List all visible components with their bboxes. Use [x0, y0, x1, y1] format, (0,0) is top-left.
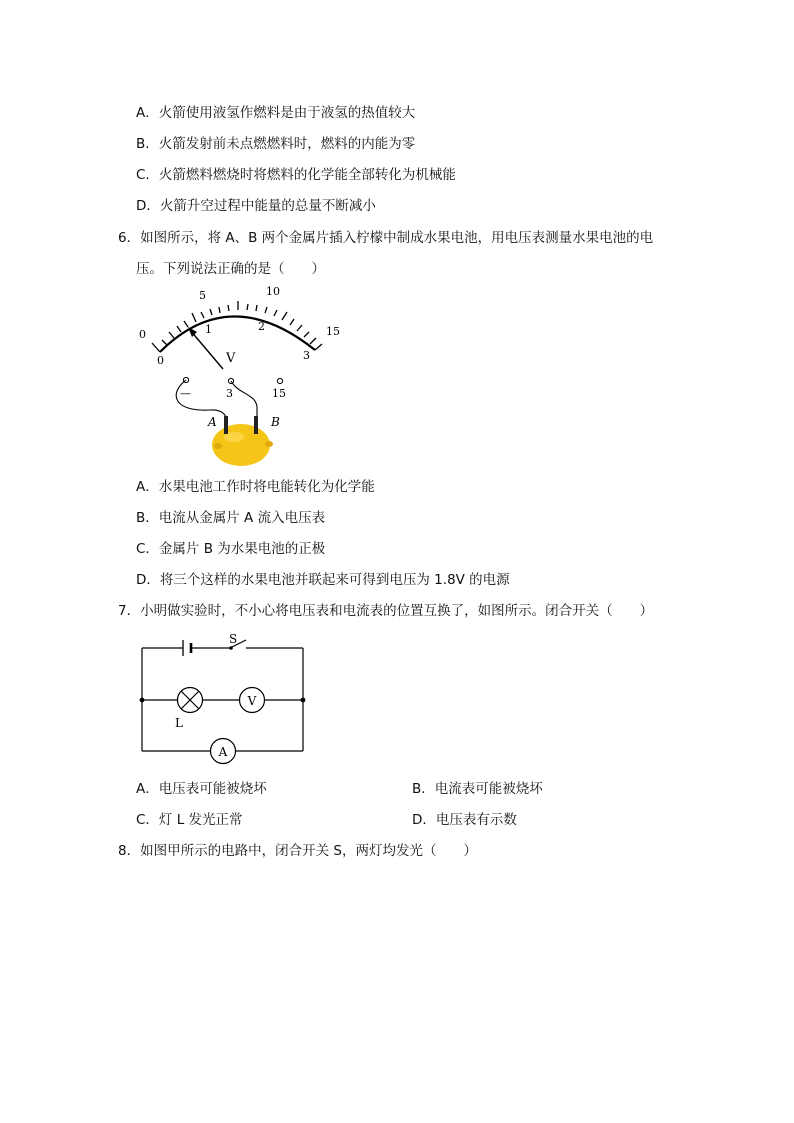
q7-stem: 7．小明做实验时，不小心将电压表和电流表的位置互换了，如图所示。闭合开关（ ）	[118, 603, 654, 619]
q5-option-c: C．火箭燃料燃烧时将燃料的化学能全部转化为机械能	[136, 167, 456, 183]
plate-b-label: B	[271, 415, 280, 429]
junction-dot	[140, 698, 145, 703]
switch-label: S	[229, 632, 238, 646]
q6-option-a: A．水果电池工作时将电能转化为化学能	[136, 479, 375, 495]
q7-option-a: A．电压表可能被烧坏	[136, 781, 267, 797]
q5-option-a: A．火箭使用液氢作燃料是由于液氢的热值较大	[136, 105, 416, 121]
ammeter-symbol: A	[218, 745, 228, 759]
q7-option-d: D．电压表有示数	[412, 812, 517, 828]
battery-icon	[183, 640, 191, 656]
outer-scale-label: 0	[139, 328, 146, 341]
outer-scale-label: 10	[266, 285, 280, 298]
q6-voltmeter-figure	[130, 282, 360, 472]
q6-option-d: D．将三个这样的水果电池并联起来可得到电压为 1.8V 的电源	[136, 572, 510, 588]
meter-terminals	[183, 377, 282, 383]
q7-circuit-figure	[130, 628, 320, 778]
q6-option-b: B．电流从金属片 A 流入电压表	[136, 510, 326, 526]
outer-scale-label: 15	[326, 325, 340, 338]
terminal-label-negative: —	[180, 387, 191, 400]
wire-to-plate-b	[231, 381, 257, 428]
q6-stem-line2: 压。下列说法正确的是（ ）	[136, 261, 325, 277]
inner-scale-label: 0	[157, 354, 164, 367]
lamp-label: L	[175, 716, 183, 730]
voltmeter-symbol: V	[226, 351, 236, 366]
inner-scale-label: 3	[303, 349, 310, 362]
q7-option-b: B．电流表可能被烧坏	[412, 781, 543, 797]
terminal-label-15: 15	[272, 387, 286, 400]
plate-a-label: A	[208, 415, 217, 429]
q5-option-d: D．火箭升空过程中能量的总量不断减小	[136, 198, 376, 214]
terminal-label-3: 3	[226, 387, 233, 400]
lamp-icon	[178, 688, 203, 713]
inner-scale-label: 2	[258, 320, 265, 333]
inner-scale-label: 1	[205, 323, 212, 336]
junction-dot	[301, 698, 306, 703]
q6-stem-line1: 6．如图所示，将 A、B 两个金属片插入柠檬中制成水果电池，用电压表测量水果电池的电	[118, 230, 654, 246]
voltmeter-symbol: V	[247, 694, 257, 708]
q8-stem: 8．如图甲所示的电路中，闭合开关 S，两灯均发光（ ）	[118, 843, 477, 859]
outer-scale-label: 5	[199, 289, 206, 302]
voltmeter-dial	[152, 301, 322, 352]
q7-option-c: C．灯 L 发光正常	[136, 812, 243, 828]
q5-option-b: B．火箭发射前未点燃燃料时，燃料的内能为零	[136, 136, 416, 152]
circuit-wires	[142, 648, 303, 751]
q6-option-c: C．金属片 B 为水果电池的正极	[136, 541, 326, 557]
lemon	[212, 424, 273, 466]
